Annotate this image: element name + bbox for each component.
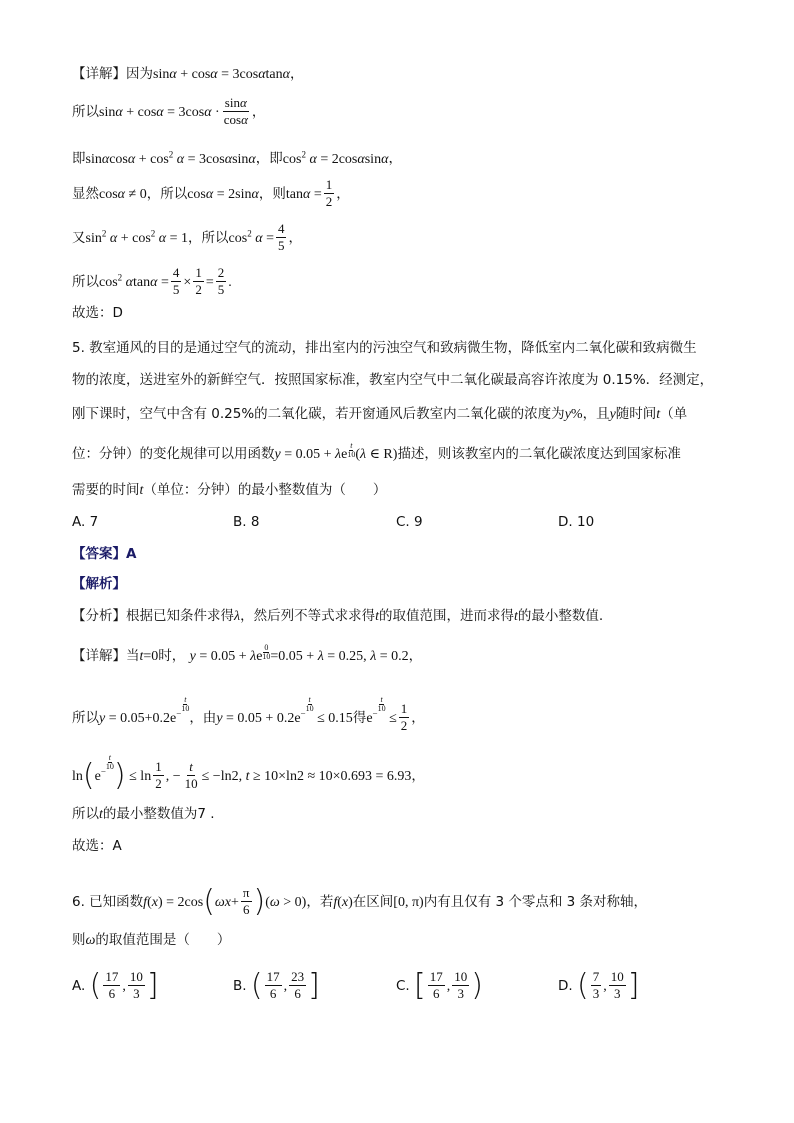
detail4-line1: 【详解】因为sinα + cosα = 3cosαtanα， (72, 66, 304, 82)
q5-detail-line3: ln(e− $\frac{t}{10}$ ) ≤ ln $\frac{1}{2}$ , − $\frac{t}{10}$ ≤ −ln2, t ≥ 10×ln2 ≈ 10×0.693 = 6.93， (72, 753, 425, 793)
q5-analysis: 【分析】根据已知条件求得λ，然后列不等式求求得t的取值范围，进而求得t的最小整数值. (72, 608, 604, 624)
detail4-line6: 所以$\cos^2 \alpha\tan\alpha$ = $\frac{4}{5}$ × $\frac{1}{2}$ = $\frac{2}{5}$ . (72, 265, 232, 298)
q5-stem-line4: 位：分钟）的变化规律可以用函数y = 0.05 + λe $\frac{t}{10}$ (λ ∈ R)描述，则该教室内的二氧化碳浓度达到国家标准 (72, 441, 681, 462)
q5-option-a: A. 7 (72, 514, 99, 530)
q5-analysis-heading: 【解析】 (72, 576, 126, 592)
detail4-line2: 所以sinα + cosα = 3cosα · $\frac{\sin\alpha}{\cos\alpha}$ ， (72, 95, 266, 128)
q6-option-d: D. ( $\frac{7}{3}$ , $\frac{10}{3}$ ] (558, 967, 640, 1003)
q6-stem-line2: 则ω的取值范围是（ ） (72, 932, 231, 948)
q5-detail-line1: 【详解】当t=0时， y = 0.05 + λe $\frac{0}{10}$ =0.05 + λ = 0.25, λ = 0.2， (72, 643, 423, 664)
q5-stem-line2: 物的浓度，送进室外的新鲜空气．按照国家标准，教室内空气中二氧化碳最高容许浓度为 0.15%．经测定， (72, 372, 714, 388)
q5-answer: 【答案】A (72, 546, 137, 562)
q5-stem-line5: 需要的时间t（单位：分钟）的最小整数值为（ ） (72, 482, 387, 498)
q5-option-c: C. 9 (396, 514, 423, 530)
q6-stem-line1: 6. 已知函数f(x) = 2cos(ωx+ $\frac{\pi}{6}$ )(ω > 0)，若f(x)在区间[0, π)内有且仅有 3 个零点和 3 条对称轴， (72, 883, 648, 919)
detail4-choice: 故选：D (72, 305, 123, 321)
q5-option-d: D. 10 (558, 514, 595, 530)
detail4-line5: 又$\sin^2 \alpha + \cos^2 \alpha = 1$，所以$\cos^2 \alpha$ = $\frac{4}{5}$ ， (72, 221, 302, 254)
q5-stem-line1: 5. 教室通风的目的是通过空气的流动，排出室内的污浊空气和致病微生物，降低室内二氧化碳和致病微生 (72, 340, 697, 356)
q6-option-a: A. ( $\frac{17}{6}$ , $\frac{10}{3}$ ] (72, 967, 159, 1003)
q5-option-b: B. 8 (233, 514, 260, 530)
q6-option-b: B. ( $\frac{17}{6}$ , $\frac{23}{6}$ ] (233, 967, 320, 1003)
detail4-line3: 即$\sin\alpha\cos\alpha + \cos^2 \alpha = 3\cos\alpha\sin\alpha$，即$\cos^2 \alpha = 2\cos\alpha\sin\alpha$， (72, 149, 402, 167)
q5-stem-line3: 刚下课时，空气中含有 0.25%的二氧化碳，若开窗通风后教室内二氧化碳的浓度为y%，且y随时间t（单 (72, 406, 688, 422)
q5-detail-line2: 所以y = 0.05+0.2e− $\frac{t}{10}$ ，由y = 0.05 + 0.2e− $\frac{t}{10}$ ≤ 0.15得e− $\frac{t}{10}$ ≤ $\frac{1}{2}$ ， (72, 695, 425, 734)
q6-option-c: C. [ $\frac{17}{6}$ , $\frac{10}{3}$ ) (396, 967, 483, 1003)
q5-detail-line4: 所以t的最小整数值为7 . (72, 806, 215, 822)
detail4-line4: 显然cosα ≠ 0，所以cosα = 2sinα，则tanα = $\frac{1}{2}$ ， (72, 177, 350, 210)
q5-choice: 故选：A (72, 838, 122, 854)
